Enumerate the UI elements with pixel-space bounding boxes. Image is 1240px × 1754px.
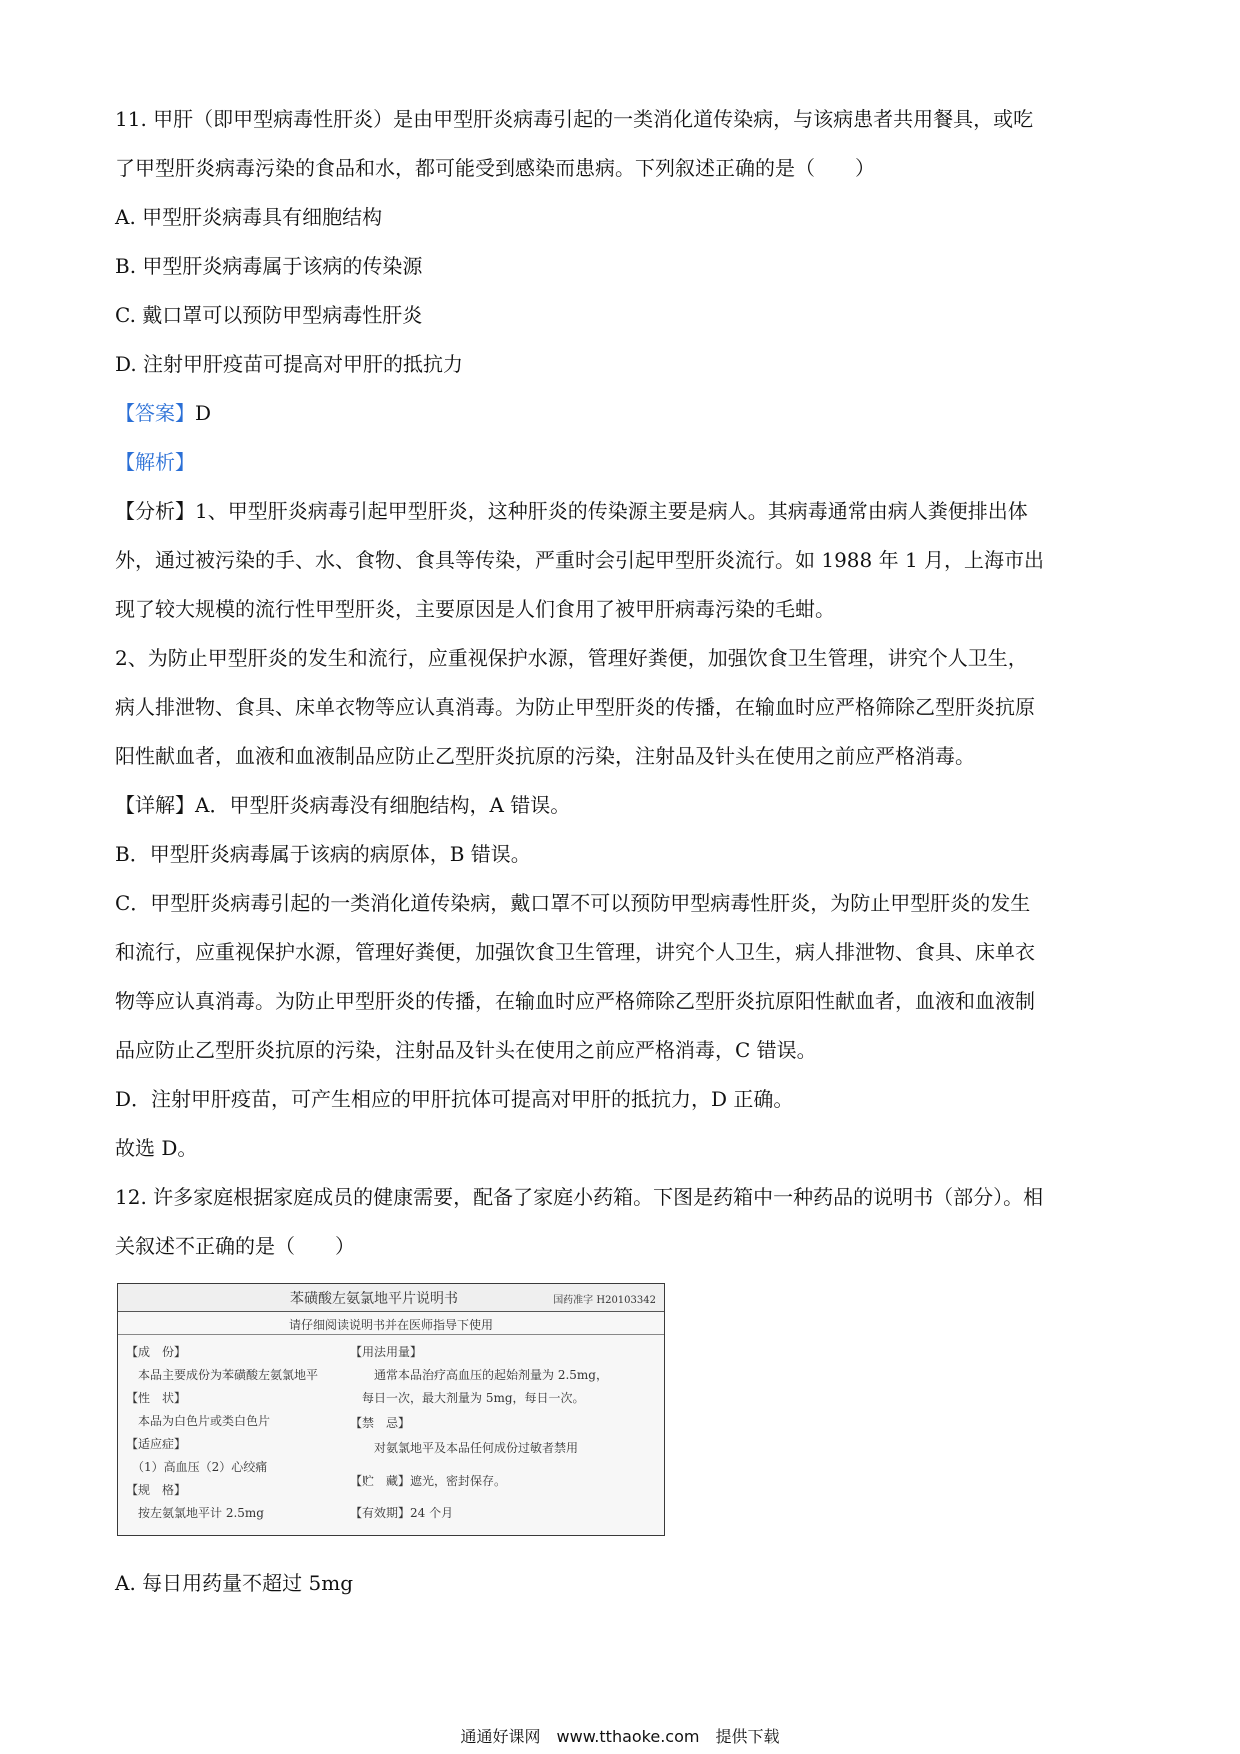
q12-stem-line-2: 关叙述不正确的是（ ）: [115, 1234, 355, 1258]
q11-option-b: B. 甲型肝炎病毒属于该病的传染源: [115, 254, 423, 278]
analysis-line: 故选 D。: [115, 1136, 198, 1160]
q11-option-a: A. 甲型肝炎病毒具有细胞结构: [115, 205, 383, 229]
analysis-line: 病人排泄物、食具、床单衣物等应认真消毒。为防止甲型肝炎的传播，在输血时应严格筛除乙型肝炎抗原: [115, 695, 1035, 719]
leaflet-left-item: 按左氨氯地平计 2.5mg: [126, 1506, 264, 1520]
analysis-line: 和流行，应重视保护水源，管理好粪便，加强饮食卫生管理，讲究个人卫生，病人排泄物、食具、床单衣: [115, 940, 1035, 964]
leaflet-right-item: 【贮 藏】遮光，密封保存。: [350, 1474, 507, 1488]
q11-stem-line-2: 了甲型肝炎病毒污染的食品和水，都可能受到感染而患病。下列叙述正确的是（ ）: [115, 156, 875, 180]
analysis-line: 外，通过被污染的手、水、食物、食具等传染，严重时会引起甲型肝炎流行。如 1988 年 1 月，上海市出: [115, 548, 1045, 572]
analysis-line: D．注射甲肝疫苗，可产生相应的甲肝抗体可提高对甲肝的抵抗力，D 正确。: [115, 1087, 794, 1111]
q12-option-a: A. 每日用药量不超过 5mg: [115, 1571, 354, 1595]
analysis-line: 【分析】1、甲型肝炎病毒引起甲型肝炎，这种肝炎的传染源主要是病人。其病毒通常由病人粪便排出体: [115, 499, 1028, 523]
leaflet-left-item: 本品为白色片或类白色片: [126, 1414, 271, 1428]
analysis-line: 品应防止乙型肝炎抗原的污染，注射品及针头在使用之前应严格消毒，C 错误。: [115, 1038, 817, 1062]
analysis-line: 阳性献血者，血液和血液制品应防止乙型肝炎抗原的污染，注射品及针头在使用之前应严格消毒。: [115, 744, 975, 768]
analysis-line: 物等应认真消毒。为防止甲型肝炎的传播，在输血时应严格筛除乙型肝炎抗原阳性献血者，血液和血液制: [115, 989, 1035, 1013]
leaflet-right-item: 每日一次，最大剂量为 5mg，每日一次。: [350, 1391, 585, 1405]
q11-option-c: C. 戴口罩可以预防甲型病毒性肝炎: [115, 303, 423, 327]
answer-tag: 【答案】: [115, 401, 195, 425]
analysis-line: C．甲型肝炎病毒引起的一类消化道传染病，戴口罩不可以预防甲型病毒性肝炎，为防止甲型肝炎的发生: [115, 891, 1031, 915]
leaflet-left-item: 【适应症】: [126, 1437, 187, 1451]
q11-stem-line-1: 11. 甲肝（即甲型病毒性肝炎）是由甲型肝炎病毒引起的一类消化道传染病，与该病患者共用餐具，或吃: [115, 107, 1034, 131]
leaflet-approval-number: 国药准字 H20103342: [553, 1295, 656, 1306]
q11-option-d: D. 注射甲肝疫苗可提高对甲肝的抵抗力: [115, 352, 464, 376]
leaflet-left-item: 【成 份】: [126, 1345, 187, 1359]
leaflet-right-item: 【禁 忌】: [350, 1416, 411, 1430]
leaflet-left-item: 本品主要成份为苯磺酸左氨氯地平: [126, 1368, 319, 1382]
analysis-line: 现了较大规模的流行性甲型肝炎，主要原因是人们食用了被甲肝病毒污染的毛蚶。: [115, 597, 835, 621]
leaflet-divider: [118, 1334, 664, 1335]
leaflet-right-item: 【有效期】24 个月: [350, 1506, 454, 1520]
analysis-tag: 【解析】: [115, 450, 195, 474]
answer-value: D: [195, 401, 212, 425]
q11-answer: [115, 400, 211, 426]
leaflet-left-item: 【规 格】: [126, 1483, 187, 1497]
leaflet-left-item: （1）高血压（2）心绞痛: [126, 1460, 268, 1474]
leaflet-left-item: 【性 状】: [126, 1391, 187, 1405]
leaflet-right-item: 对氨氯地平及本品任何成份过敏者禁用: [350, 1441, 579, 1455]
page-footer: 通通好课网 www.tthaoke.com 提供下载: [460, 1727, 780, 1746]
leaflet-right-item: 通常本品治疗高血压的起始剂量为 2.5mg，: [350, 1368, 608, 1382]
q12-stem-line-1: 12. 许多家庭根据家庭成员的健康需要，配备了家庭小药箱。下图是药箱中一种药品的说明书（部分）。相: [115, 1185, 1044, 1209]
leaflet-header: [118, 1284, 664, 1312]
leaflet-notice: 请仔细阅读说明书并在医师指导下使用: [288, 1318, 493, 1332]
analysis-line: B．甲型肝炎病毒属于该病的病原体，B 错误。: [115, 842, 531, 866]
analysis-line: 【详解】A．甲型肝炎病毒没有细胞结构，A 错误。: [115, 793, 571, 817]
analysis-line: 2、为防止甲型肝炎的发生和流行，应重视保护水源，管理好粪便，加强饮食卫生管理，讲究个人卫生，: [115, 646, 1028, 670]
leaflet-right-item: 【用法用量】: [350, 1345, 423, 1359]
leaflet-title: 苯磺酸左氨氯地平片说明书: [290, 1291, 458, 1307]
medicine-leaflet-figure: [117, 1283, 665, 1536]
